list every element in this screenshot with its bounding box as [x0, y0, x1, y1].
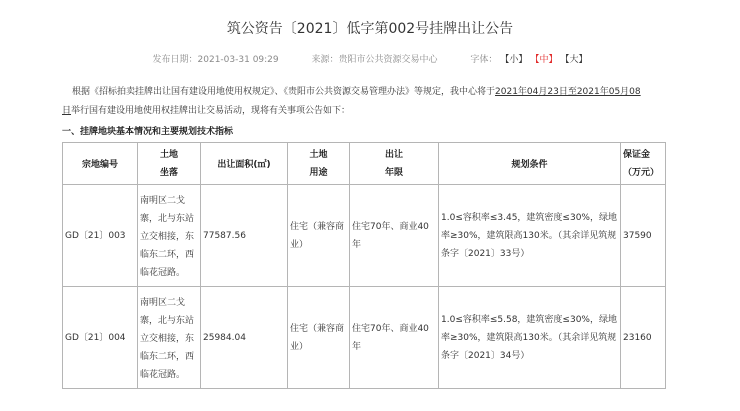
table-row: [63, 287, 666, 389]
source: 来源：贵阳市公共资源交易中心: [311, 55, 438, 65]
font-large-button[interactable]: 【大】: [560, 55, 588, 65]
header-use: 土地 用途: [288, 143, 350, 185]
transaction-date-end: 日: [62, 106, 72, 116]
intro-text: 根据《招标拍卖挂牌出让国有建设用地使用权规定》、《贵阳市公共资源交易管理办法》等规定，我中心将于: [72, 87, 496, 97]
article-meta: [0, 52, 740, 65]
cell-deposit: 37590: [621, 185, 666, 287]
cell-area: 77587.56: [201, 185, 288, 287]
header-area: 出让面积(㎡): [201, 143, 288, 185]
header-term: 出让 年限: [350, 143, 439, 185]
intro-paragraph-line1: [72, 84, 641, 97]
header-code: 宗地编号: [63, 143, 138, 185]
cell-use: 住宅（兼容商业）: [288, 287, 350, 389]
page-title: 筑公资告〔2021〕低字第002号挂牌出让公告: [226, 21, 514, 37]
cell-term: 住宅70年、商业40年: [350, 185, 439, 287]
header-conditions: 规划条件: [439, 143, 621, 185]
font-medium-button[interactable]: 【中】: [530, 55, 558, 65]
parcel-table: [62, 142, 666, 389]
table-header-row: [63, 143, 666, 185]
publish-date: 发布日期：2021-03-31 09:29: [152, 55, 279, 65]
cell-conditions: 1.0≤容积率≤5.58，建筑密度≤30%，绿地率≥30%，建筑限高130米。（其余详见筑规条字〔2021〕34号）: [439, 287, 621, 389]
intro-paragraph-line2: [62, 103, 350, 116]
section-title: 一、挂牌地块基本情况和主要规划技术指标: [62, 127, 234, 137]
table-row: [63, 185, 666, 287]
cell-code: GD〔21〕003: [63, 185, 138, 287]
header-location: 土地 坐落: [138, 143, 201, 185]
intro-text-cont: 举行国有建设用地使用权挂牌出让交易活动，现将有关事项公告如下：: [71, 106, 351, 116]
cell-term: 住宅70年、商业40年: [350, 287, 439, 389]
cell-conditions: 1.0≤容积率≤3.45，建筑密度≤30%，绿地率≥30%，建筑限高130米。（其余详见筑规条字〔2021〕33号）: [439, 185, 621, 287]
cell-location: 南明区二戈寨，北与东站立交相接，东临东二环，西临花冠路。: [138, 185, 201, 287]
cell-use: 住宅（兼容商业）: [288, 185, 350, 287]
font-size-label: 字体：: [470, 55, 498, 65]
transaction-date: 2021年04月23日至2021年05月08: [495, 87, 641, 97]
cell-area: 25984.04: [201, 287, 288, 389]
cell-deposit: 23160: [621, 287, 666, 389]
header-deposit: 保证金 （万元）: [621, 143, 666, 185]
cell-code: GD〔21〕004: [63, 287, 138, 389]
font-small-button[interactable]: 【小】: [500, 55, 528, 65]
cell-location: 南明区二戈寨，北与东站立交相接，东临东二环，西临花冠路。: [138, 287, 201, 389]
